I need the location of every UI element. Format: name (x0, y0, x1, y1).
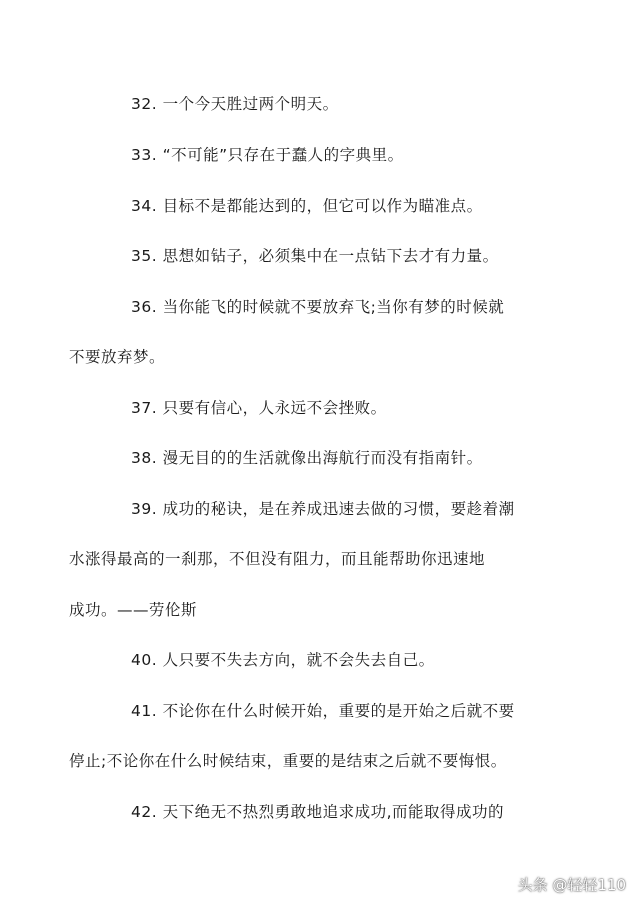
quote-32: 32. 一个今天胜过两个明天。 (131, 95, 339, 113)
quote-36-continued: 不要放弃梦。 (69, 348, 166, 366)
quote-38: 38. 漫无目的的生活就像出海航行而没有指南针。 (131, 449, 483, 467)
quote-36: 36. 当你能飞的时候就不要放弃飞;当你有梦的时候就 (131, 298, 505, 316)
quote-39-continued: 水涨得最高的一刹那，不但没有阻力，而且能帮助你迅速地 (69, 550, 486, 568)
quote-37: 37. 只要有信心，人永远不会挫败。 (131, 399, 387, 417)
quote-42: 42. 天下绝无不热烈勇敢地追求成功,而能取得成功的 (131, 803, 505, 821)
quote-33: 33. “不可能”只存在于蠢人的字典里。 (131, 146, 404, 164)
quote-34: 34. 目标不是都能达到的，但它可以作为瞄准点。 (131, 197, 483, 215)
quote-40: 40. 人只要不失去方向，就不会失去自己。 (131, 651, 435, 669)
quote-35: 35. 思想如钻子，必须集中在一点钻下去才有力量。 (131, 247, 499, 265)
watermark: 头条 @轻轻110 (517, 876, 626, 894)
quote-41: 41. 不论你在什么时候开始，重要的是开始之后就不要 (131, 702, 515, 720)
quote-39-author: 成功。——劳伦斯 (69, 601, 198, 619)
quote-41-continued: 停止;不论你在什么时候结束，重要的是结束之后就不要悔恨。 (69, 752, 507, 770)
quote-39: 39. 成功的秘诀，是在养成迅速去做的习惯，要趁着潮 (131, 500, 515, 518)
